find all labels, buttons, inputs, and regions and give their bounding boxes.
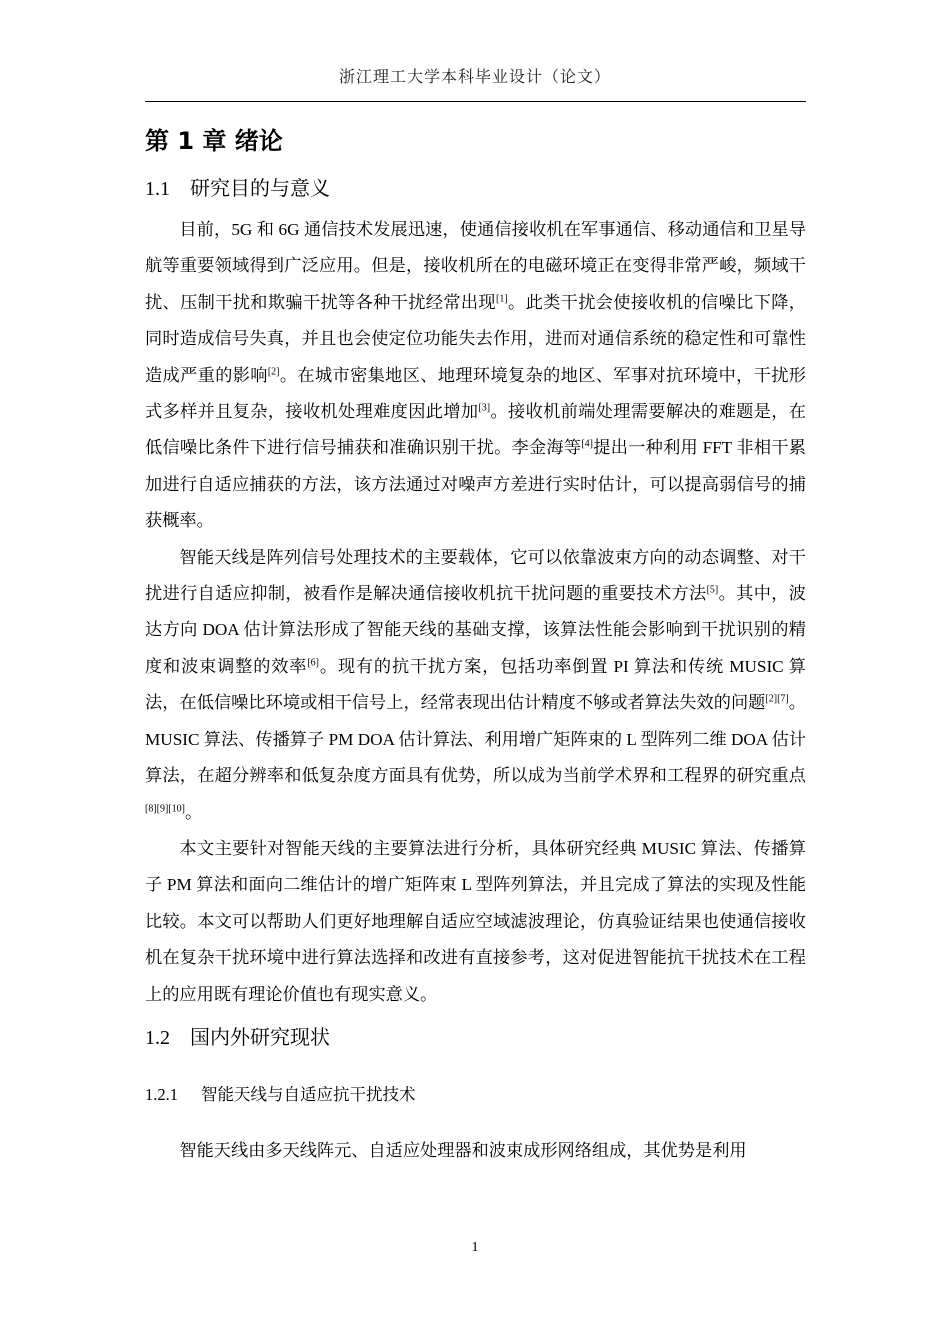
header-rule [145, 101, 806, 102]
citation: [4] [581, 438, 594, 450]
paragraph: 智能天线由多天线阵元、自适应处理器和波束成形网络组成，其优势是利用 [179, 1140, 747, 1160]
chapter-title: 第 1 章 绪论 [145, 127, 283, 155]
paragraph [145, 212, 806, 540]
paragraph-text: 提出一种利用 FFT 非相干累加进行自适应捕获的方法，该方法通过对噪声方差进行实时估计，可以提高弱信号的捕获概率。 [145, 438, 806, 531]
citation: [8][9][10] [145, 802, 185, 814]
section-title: 国内外研究现状 [190, 1024, 330, 1049]
subsection-heading-1-2-1 [145, 1075, 806, 1115]
subsection-title: 智能天线与自适应抗干扰技术 [201, 1084, 416, 1104]
page-number: 1 [471, 1240, 479, 1255]
paragraph-text: 智能天线是阵列信号处理技术的主要载体，它可以依靠波束方向的动态调整、对干扰进行自适应抑制，被看作是解决通信接收机抗干扰问题的重要技术方法 [145, 547, 806, 604]
section-number: 1.2 [145, 1026, 170, 1049]
section-heading-1-2 [145, 1013, 806, 1061]
page-body [145, 118, 806, 1169]
citation: [2] [267, 365, 280, 377]
section-number: 1.1 [145, 178, 170, 200]
citation: [2][7] [765, 693, 789, 705]
paragraph [145, 831, 806, 1013]
running-header: 浙江理工大学本科毕业设计（论文） [338, 67, 611, 86]
paragraph-text: 本文主要针对智能天线的主要算法进行分析，具体研究经典 MUSIC 算法、传播算子 PM 算法和面向二维估计的增广矩阵束 L 型阵列算法，并且完成了算法的实现及性能比较。本文可以帮助人们更好地理解自适应空域滤波理论，仿真验证结果也使通信接收机在复杂干扰环境中进行算法选择和改进有直接参考，这对促进智能抗干扰技术在工程上的应用既有理论价值也有现实意义。 [145, 838, 806, 1004]
citation: [5] [706, 584, 719, 596]
citation: [6] [307, 657, 319, 669]
paragraph-text: 目前，5G 和 6G 通信技术发展迅速，使通信接收机在军事通信、移动通信和卫星导航等重要领域得到广泛应用。但是，接收机所在的电磁环境正在变得非常严峻，频域干扰、压制干扰和欺骗干扰等各种干扰经常出现 [145, 220, 806, 312]
citation: [3] [478, 402, 491, 414]
paragraph-text: 。其中，波达方向 DOA 估计算法形成了智能天线的基础支撑，该算法性能会影响到干扰识别的精度和波束调整的效率 [145, 584, 806, 676]
paragraph-text: 。接收机前端处理需要解决的难题是，在低信噪比条件下进行信号捕获和准确识别干扰。李金海等 [145, 402, 806, 458]
subsection-number: 1.2.1 [145, 1084, 178, 1104]
paragraph [145, 540, 806, 831]
paragraph-text: 。在城市密集地区、地理环境复杂的地区、军事对抗环境中，干扰形式多样并且复杂，接收机处理难度因此增加 [145, 365, 806, 422]
section-heading-1-1 [145, 164, 806, 212]
section-title: 研究目的与意义 [190, 176, 330, 200]
paragraph-text: 。MUSIC 算法、传播算子 PM DOA 估计算法、利用增广矩阵束的 L 型阵列二维 DOA 估计算法，在超分辨率和低复杂度方面具有优势，所以成为当前学术界和工程界的研究重点 [145, 693, 806, 786]
paragraph-text: 。此类干扰会使接收机的信噪比下降，同时造成信号失真，并且也会使定位功能失去作用，进而对通信系统的稳定性和可靠性造成严重的影响 [145, 292, 806, 385]
paragraph-text: 。现有的抗干扰方案，包括功率倒置 PI 算法和传统 MUSIC 算法，在低信噪比环境或相干信号上，经常表现出估计精度不够或者算法失效的问题 [145, 656, 806, 713]
paragraph-text: 。 [184, 802, 203, 822]
citation: [1] [495, 293, 508, 305]
